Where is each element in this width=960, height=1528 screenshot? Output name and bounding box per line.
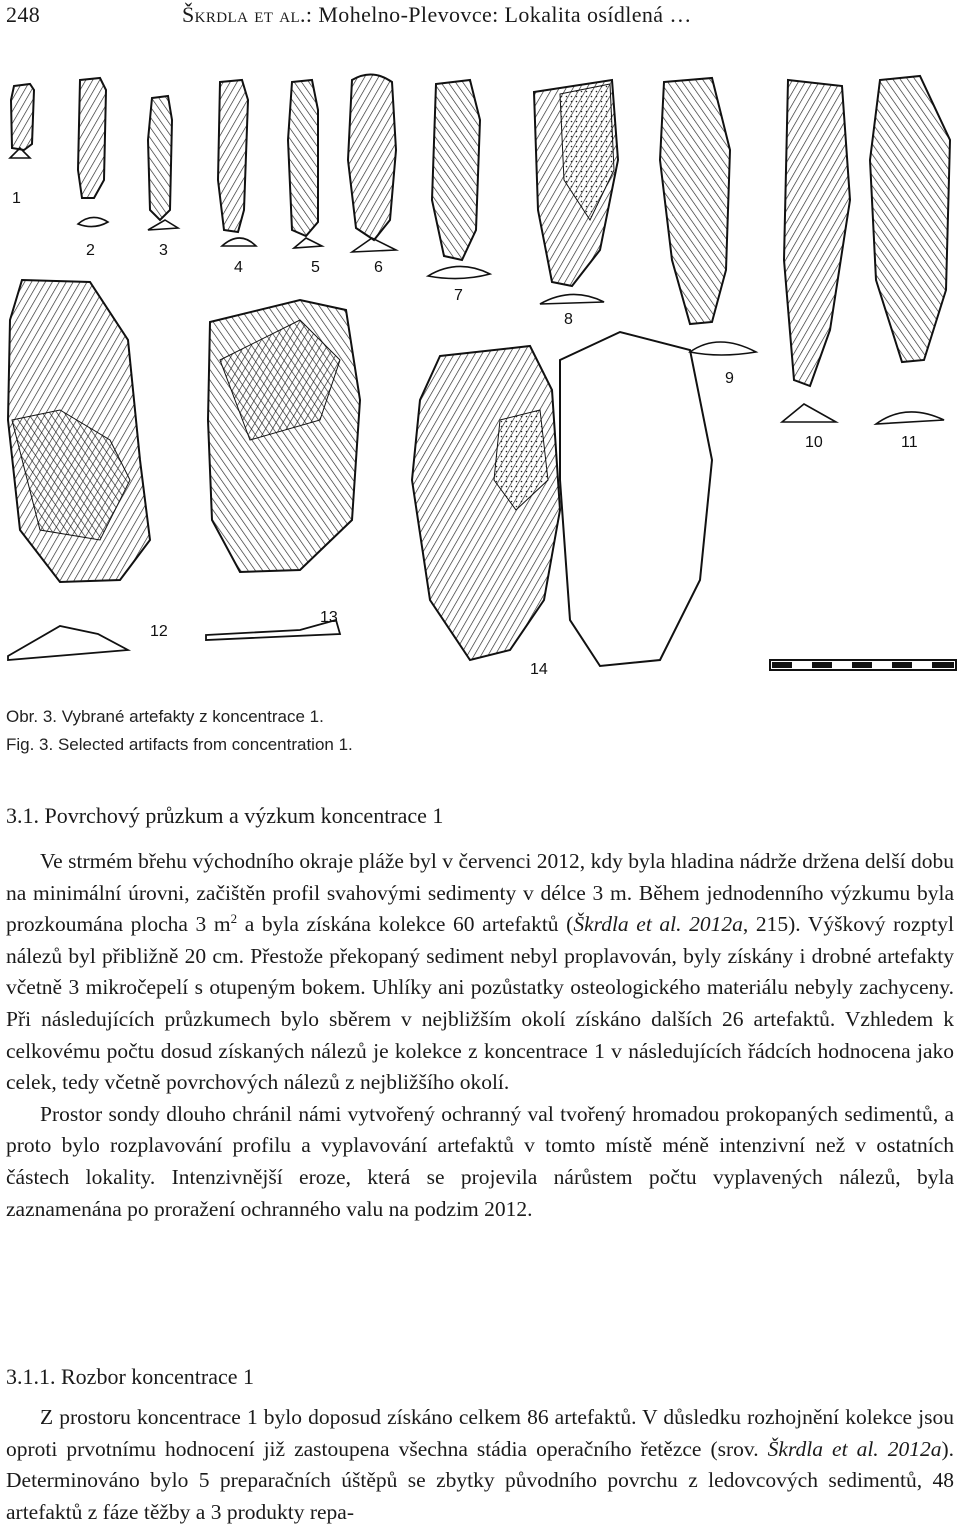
artifact-figure [0,60,960,695]
section-heading-3-1-1: 3.1.1. Rozbor koncentrace 1 [6,1364,255,1389]
paragraph-text: a byla získána kolekce 60 artefaktů ( [237,912,574,937]
artifact-13 [206,300,360,640]
artifact-5 [288,80,322,248]
superscript: 2 [230,911,238,927]
paragraph-text: Prostor sondy dlouho chránil námi vytvořený ochranný val tvořený hromadou prokopaných sedimentů, a proto bylo rozplavování profilu a vyplavování artefaktů v tomto místě méně intenzivní než v ostatních částech lokality. Intenzivnější eroze, která se projevila nárůstem počtu vyplavených nálezů, byla zaznamenána po proražení ochranného valu na podzim 2012. [6,1101,954,1221]
artifact-7 [428,80,490,279]
artifact-label-10: 10 [805,434,823,451]
artifact-6 [348,74,396,252]
citation: Škrdla et al. 2012a [573,912,743,937]
artifact-12 [8,280,150,660]
paragraph-text: ). Determinováno bylo 5 preparačních úštěpů se zbytky původního povrchu z ledovcových sedimentů, 48 artefaktů z fáze těžby a 3 produkty repa- [6,1436,954,1524]
section-3-1-body [6,846,954,1225]
artifact-label-11: 11 [901,434,918,451]
author-names: Škrdla et al.: [182,2,313,27]
paragraph-text: Ve strmém břehu východního okraje pláže byl v červenci 2012, kdy byla hladina nádrže držena delší dobu na minimální úrovni, začištěn profil svahovými sedimenty v délce 3 m. Během jednodenního výzkumu byla prozkoumána plocha 3 m [6,849,954,937]
artifact-8 [534,80,618,304]
artifact-label-5: 5 [311,259,320,276]
artifact-label-3: 3 [159,242,168,259]
artifact-label-12: 12 [150,623,168,640]
artifact-label-6: 6 [374,259,383,276]
artifact-label-4: 4 [234,259,243,276]
paragraph [6,1099,954,1225]
artifact-3 [148,96,178,230]
section-heading-3-1: 3.1. Povrchový průzkum a výzkum koncentrace 1 [6,803,444,828]
paragraph [6,846,954,1099]
artifact-label-9: 9 [725,370,734,387]
caption-czech: Obr. 3. Vybrané artefakty z koncentrace 1. [6,707,324,726]
artifact-label-14: 14 [530,661,548,678]
artifact-4 [218,80,256,246]
artifact-11 [870,76,950,424]
paragraph-text: , 215). Výškový rozptyl nálezů byl přibližně 20 cm. Přestože překopaný sediment nebyl proplavován, byly získány i drobné artefakty včetně 3 mikročepelí s otupeným bokem. Uhlíky ani pozůstatky osteologického materiálu nebyly zachyceny. Při následujících průzkumech bylo sběrem v nejbližším okolí získáno dalších 26 artefaktů. Vzhledem k celkovému počtu dosud získaných nálezů je kolekce z koncentrace 1 v následujících řádcích hodnocena jako celek, tedy včetně povrchových nálezů z nejbližšího okolí. [6,912,954,1095]
caption-english: Fig. 3. Selected artifacts from concentration 1. [6,735,353,754]
running-title [182,2,692,28]
page-number: 248 [6,2,41,27]
running-title-text: Mohelno-Plevovce: Lokalita osídlená … [312,2,692,27]
citation: Škrdla et al. 2012a [767,1436,942,1461]
section-3-1-1-body [6,1402,954,1528]
paragraph-text: Z prostoru koncentrace 1 bylo doposud získáno celkem 86 artefaktů. V důsledku rozhojnění kolekce jsou oproti prvotnímu hodnocení již zastoupena všechna stádia operačního řetězce (srov. [6,1405,954,1461]
artifact-2 [78,78,108,227]
scale-bar [770,660,956,670]
artifact-14 [412,332,712,666]
artifact-label-1: 1 [12,190,21,207]
paragraph [6,1402,954,1528]
running-header [6,2,954,36]
figure-caption [6,703,353,759]
artifact-label-2: 2 [86,242,95,259]
artifact-label-13: 13 [320,609,338,626]
artifact-label-7: 7 [454,287,463,304]
artifact-1 [10,84,34,158]
artifact-label-8: 8 [564,311,573,328]
artifact-10 [782,80,850,422]
artifact-drawings [0,60,960,695]
artifact-9 [660,78,756,355]
